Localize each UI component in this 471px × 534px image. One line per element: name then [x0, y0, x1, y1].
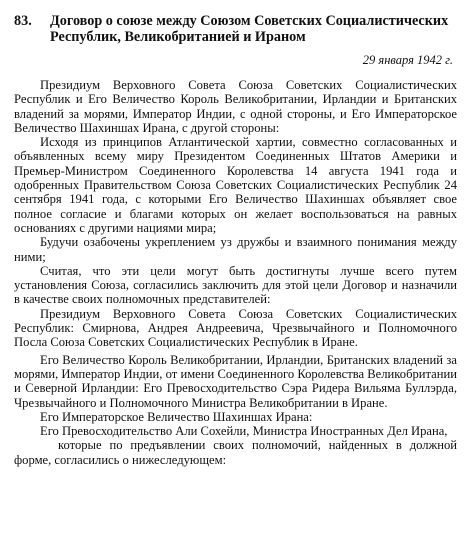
document-number: 83. — [14, 13, 32, 29]
friendship-paragraph: Будучи озабочены укреплением уз дружбы и взаимного понимания между ними; — [14, 235, 457, 264]
document-heading — [14, 13, 457, 45]
document-date: 29 января 1942 г. — [362, 53, 453, 67]
purpose-paragraph: Считая, что эти цели могут быть достигнуты лучше всего путем установления Союза, согласились заключить для этой цели Договор и назначили в качестве своих полномочных представителей: — [14, 263, 457, 307]
preamble-paragraph: Президиум Верховного Совета Союза Советских Социалистических Республик и Его Величество Король Великобритании, Ирландии и Британских владений за морями, Император Индии, с одной стороны, и Его Императорское Величество Шахиншах Ирана, с другой стороны: — [14, 78, 457, 135]
iran-representative-paragraph: Его Превосходительство Али Сохейли, Министра Иностранных Дел Ирана, — [40, 424, 448, 439]
ussr-representative-paragraph: Президиум Верховного Совета Союза Советских Социалистических Республик: Смирнова, Андрея Андреевича, Чрезвычайного и Полномочного Посла Союза Советских Социалистических Республик в Иране. — [14, 306, 457, 350]
document-title: Договор о союзе между Союзом Советских Социалистических Республик, Великобританией и Ираном — [50, 13, 449, 45]
uk-representative-paragraph: Его Величество Король Великобритании, Ирландии, Британских владений за морями, Император Индии, от имени Соединенного Королевства Великобритании и Северной Ирландии: Его Превосходительство Сэра Ридера Вильяма Буллэрда, Чрезвычайного и Полномочного Министра Великобритании в Иране. — [14, 352, 457, 410]
atlantic-charter-paragraph: Исходя из принципов Атлантической хартии, совместно согласованных и объявленных всему миру Президентом Соединенных Штатов Америки и Премьер-Министром Соединенного Королевства 14 августа 1941 года и одобренных Правительством Союза Советских Социалистических Республик 24 сентября 1941 года, с которыми Его Величество Шахиншах объявляет свое полное согласие и благами которых он желает воспользоваться на равных основаниях с другими нациями мира; — [14, 135, 457, 235]
agreement-paragraph: которые по предъявлении своих полномочий, найденных в должной форме, согласились о нижеследующем: — [14, 438, 457, 467]
iran-shah-paragraph: Его Императорское Величество Шахиншах Ирана: — [40, 409, 313, 424]
document-body — [14, 78, 457, 467]
